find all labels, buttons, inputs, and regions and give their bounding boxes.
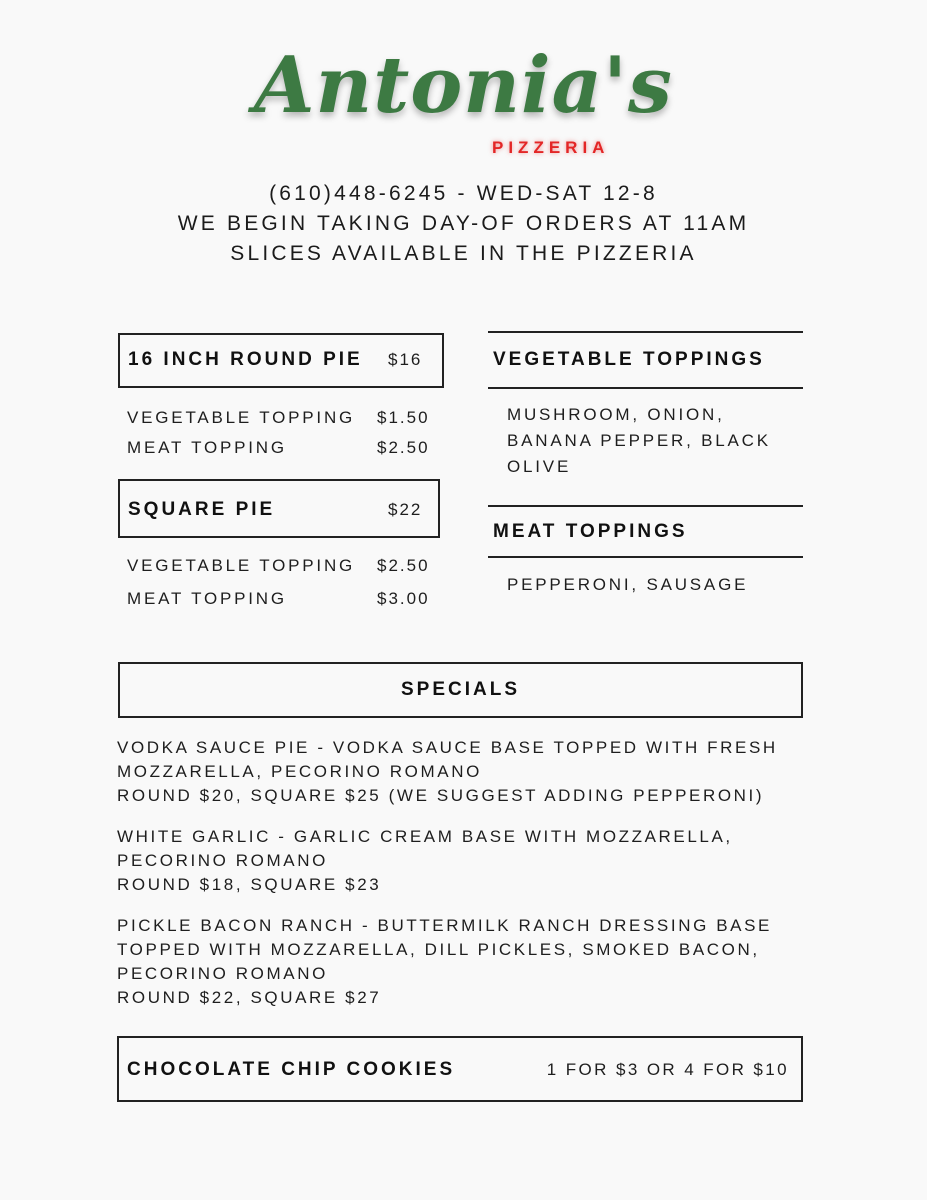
info-slices: SLICES AVAILABLE IN THE PIZZERIA (230, 242, 697, 265)
specials-title: SPECIALS (400, 679, 521, 700)
special-line: TOPPED WITH MOZZARELLA, DILL PICKLES, SMOKED BACON, (117, 940, 760, 959)
special-pickle-bacon-ranch (117, 914, 807, 1010)
specials-header-box (118, 662, 803, 718)
special-line: VODKA SAUCE PIE - VODKA SAUCE BASE TOPPED WITH FRESH (117, 738, 778, 757)
cookies-price: 1 FOR $3 OR 4 FOR $10 (546, 1060, 789, 1079)
round-pie-price: $16 (388, 350, 423, 369)
brand-subtitle: PIZZERIA (492, 138, 610, 157)
round-veg-topping-label: VEGETABLE TOPPING (127, 408, 356, 427)
veg-toppings-line-1: MUSHROOM, ONION, (507, 405, 725, 424)
special-line: PICKLE BACON RANCH - BUTTERMILK RANCH DRESSING BASE (117, 916, 772, 935)
special-line: ROUND $22, SQUARE $27 (117, 988, 382, 1007)
square-pie-title: SQUARE PIE (128, 499, 276, 520)
veg-toppings-top-rule (488, 331, 803, 333)
brand-logo: Antonia's (254, 40, 673, 131)
square-meat-topping-label: MEAT TOPPING (127, 589, 287, 608)
special-line: WHITE GARLIC - GARLIC CREAM BASE WITH MOZZARELLA, (117, 827, 733, 846)
meat-toppings-title: MEAT TOPPINGS (493, 521, 688, 542)
square-veg-topping-price: $2.50 (377, 556, 430, 575)
special-line: PECORINO ROMANO (117, 851, 328, 870)
square-pie-price: $22 (388, 500, 423, 519)
meat-toppings-bottom-rule (488, 556, 803, 558)
veg-toppings-title: VEGETABLE TOPPINGS (493, 349, 765, 370)
veg-toppings-line-3: OLIVE (507, 457, 572, 476)
veg-toppings-line-2: BANANA PEPPER, BLACK (507, 431, 771, 450)
special-vodka-sauce (117, 736, 807, 808)
veg-toppings-bottom-rule (488, 387, 803, 389)
cookies-box (117, 1036, 803, 1102)
round-meat-topping-price: $2.50 (377, 438, 430, 457)
special-line: ROUND $18, SQUARE $23 (117, 875, 382, 894)
square-veg-topping-label: VEGETABLE TOPPING (127, 556, 356, 575)
cookies-title: CHOCOLATE CHIP COOKIES (127, 1059, 456, 1080)
round-pie-header-box (118, 333, 444, 388)
round-pie-title: 16 INCH ROUND PIE (128, 349, 363, 370)
meat-toppings-top-rule (488, 505, 803, 507)
special-white-garlic (117, 825, 807, 897)
square-meat-topping-price: $3.00 (377, 589, 430, 608)
square-pie-header-box (118, 479, 440, 538)
info-order-time: WE BEGIN TAKING DAY-OF ORDERS AT 11AM (177, 212, 750, 235)
round-veg-topping-price: $1.50 (377, 408, 430, 427)
meat-toppings-line-1: PEPPERONI, SAUSAGE (507, 575, 749, 594)
info-phone-hours: (610)448-6245 - WED-SAT 12-8 (269, 182, 658, 205)
round-meat-topping-label: MEAT TOPPING (127, 438, 287, 457)
special-line: PECORINO ROMANO (117, 964, 328, 983)
special-line: MOZZARELLA, PECORINO ROMANO (117, 762, 482, 781)
special-line: ROUND $20, SQUARE $25 (WE SUGGEST ADDING PEPPERONI) (117, 786, 765, 805)
